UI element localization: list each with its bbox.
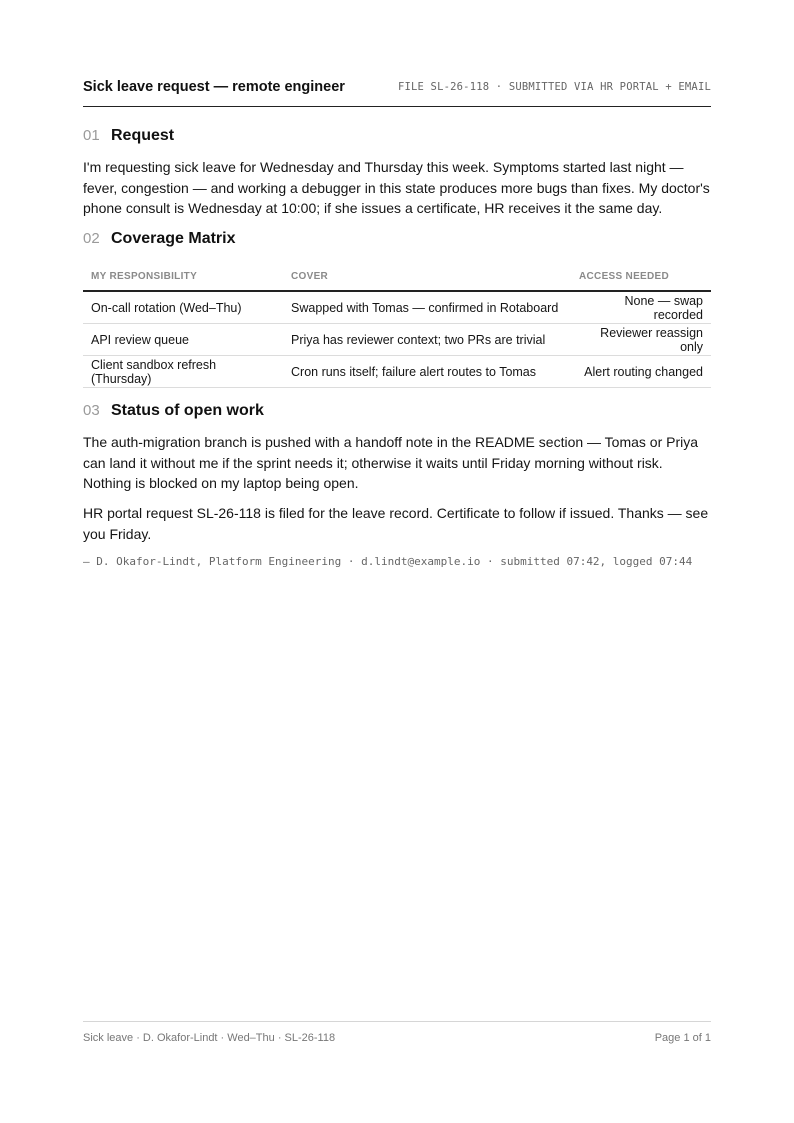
- table-row: [83, 324, 711, 356]
- section-title: Status of open work: [111, 402, 264, 419]
- coverage-matrix-table: [83, 262, 711, 388]
- column-header: ACCESS NEEDED: [571, 262, 711, 291]
- footer-summary: Sick leave · D. Okafor-Lindt · Wed–Thu · SL-26-118: [83, 1032, 336, 1044]
- column-header: COVER: [283, 262, 571, 291]
- status-paragraph: The auth-migration branch is pushed with a handoff note in the README section — Tomas or Priya can land it without me if the sprint needs it; otherwise it waits until Friday morning without risk. Nothing is blocked on my laptop being open.: [83, 434, 699, 491]
- page-number: Page 1 of 1: [654, 1032, 711, 1044]
- table-cell: Cron runs itself; failure alert routes to Tomas: [283, 356, 571, 388]
- table-cell: None — swap recorded: [571, 291, 711, 324]
- table-cell: Client sandbox refresh (Thursday): [83, 356, 283, 388]
- section-status-heading: [83, 402, 264, 420]
- request-paragraph: I'm requesting sick leave for Wednesday and Thursday this week. Symptoms started last night — fever, congestion — and working a debugger in this state produces more bugs than fixes. My doctor's phone consult is Wednesday at 10:00; if she issues a certificate, HR receives it the same day.: [83, 159, 710, 216]
- file-meta: FILE SL-26-118 · SUBMITTED VIA HR PORTAL + EMAIL: [397, 81, 711, 93]
- section-title: Request: [111, 127, 175, 144]
- closing-paragraph: HR portal request SL-26-118 is filed for the leave record. Certificate to follow if issued. Thanks — see you Friday.: [83, 505, 709, 542]
- signature-line: — D. Okafor-Lindt, Platform Engineering · d.lindt@example.io · submitted 07:42, logged 07:44: [83, 555, 693, 568]
- document-title: Sick leave request — remote engineer: [83, 79, 345, 95]
- column-header: MY RESPONSIBILITY: [83, 262, 283, 291]
- section-number: 02: [83, 230, 100, 247]
- section-number: 01: [83, 127, 100, 144]
- section-coverage-heading: [83, 230, 236, 248]
- table-cell: Reviewer reassign only: [571, 324, 711, 356]
- section-title: Coverage Matrix: [111, 230, 236, 247]
- table-header-row: [83, 262, 711, 291]
- table-cell: Swapped with Tomas — confirmed in Rotaboard: [283, 291, 571, 324]
- section-number: 03: [83, 402, 100, 419]
- table-cell: API review queue: [83, 324, 283, 356]
- table-cell: Priya has reviewer context; two PRs are trivial: [283, 324, 571, 356]
- table-cell: On-call rotation (Wed–Thu): [83, 291, 283, 324]
- table-cell: Alert routing changed: [571, 356, 711, 388]
- section-request-heading: [83, 127, 174, 145]
- table-row: [83, 356, 711, 388]
- table-row: [83, 291, 711, 324]
- page-footer: [83, 1021, 711, 1044]
- document-header: [83, 77, 711, 107]
